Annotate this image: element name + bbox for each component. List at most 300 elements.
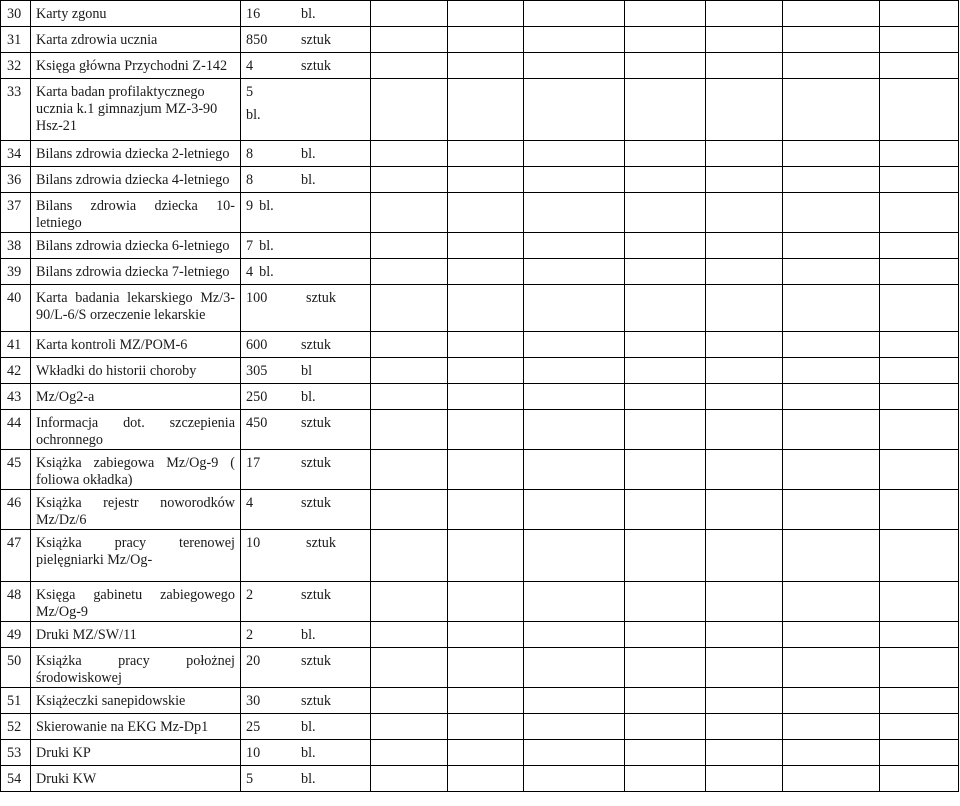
empty-cell bbox=[880, 27, 959, 53]
empty-cell bbox=[448, 53, 524, 79]
empty-cell bbox=[783, 53, 880, 79]
quantity-value: 2 bbox=[246, 587, 254, 603]
table-row bbox=[1, 714, 959, 740]
empty-cell bbox=[371, 193, 448, 233]
quantity-cell bbox=[241, 358, 371, 384]
empty-cell bbox=[524, 410, 625, 450]
empty-cell bbox=[371, 688, 448, 714]
row-number: 37 bbox=[1, 193, 31, 233]
empty-cell bbox=[706, 688, 783, 714]
empty-cell bbox=[524, 332, 625, 358]
empty-cell bbox=[448, 79, 524, 141]
empty-cell bbox=[524, 79, 625, 141]
empty-cell bbox=[371, 384, 448, 410]
empty-cell bbox=[783, 332, 880, 358]
table-row bbox=[1, 766, 959, 792]
empty-cell bbox=[880, 141, 959, 167]
empty-cell bbox=[783, 79, 880, 141]
row-number: 50 bbox=[1, 648, 31, 688]
empty-cell bbox=[706, 384, 783, 410]
unit-value: bl. bbox=[301, 146, 316, 162]
quantity-cell bbox=[241, 740, 371, 766]
empty-cell bbox=[706, 167, 783, 193]
unit-value: sztuk bbox=[301, 337, 331, 353]
empty-cell bbox=[371, 1, 448, 27]
quantity-cell bbox=[241, 193, 371, 233]
quantity-value: 4 bbox=[246, 495, 254, 511]
row-number: 54 bbox=[1, 766, 31, 792]
empty-cell bbox=[706, 490, 783, 530]
table-row bbox=[1, 1, 959, 27]
empty-cell bbox=[371, 285, 448, 332]
form-name: Druki KP bbox=[31, 740, 241, 766]
empty-cell bbox=[448, 358, 524, 384]
table-row bbox=[1, 141, 959, 167]
empty-cell bbox=[448, 450, 524, 490]
quantity-value: 16 bbox=[246, 6, 261, 22]
form-name: Karty zgonu bbox=[31, 1, 241, 27]
row-number: 51 bbox=[1, 688, 31, 714]
quantity-cell bbox=[241, 53, 371, 79]
row-number: 52 bbox=[1, 714, 31, 740]
quantity-value: 850 bbox=[246, 32, 268, 48]
quantity-cell bbox=[241, 410, 371, 450]
form-name: Druki KW bbox=[31, 766, 241, 792]
empty-cell bbox=[783, 648, 880, 688]
empty-cell bbox=[880, 384, 959, 410]
quantity-value: 4 bbox=[246, 58, 254, 74]
empty-cell bbox=[783, 358, 880, 384]
empty-cell bbox=[783, 1, 880, 27]
table-row bbox=[1, 27, 959, 53]
quantity-cell bbox=[241, 167, 371, 193]
row-number: 32 bbox=[1, 53, 31, 79]
row-number: 39 bbox=[1, 259, 31, 285]
empty-cell bbox=[448, 622, 524, 648]
empty-cell bbox=[706, 53, 783, 79]
unit-value: sztuk bbox=[301, 495, 331, 511]
unit-value: sztuk bbox=[306, 535, 336, 551]
quantity-cell bbox=[241, 714, 371, 740]
empty-cell bbox=[448, 384, 524, 410]
empty-cell bbox=[371, 332, 448, 358]
empty-cell bbox=[524, 193, 625, 233]
empty-cell bbox=[448, 285, 524, 332]
form-name: Książka pracy położnej środowiskowej bbox=[31, 648, 241, 688]
empty-cell bbox=[448, 740, 524, 766]
empty-cell bbox=[371, 259, 448, 285]
empty-cell bbox=[371, 530, 448, 582]
table-row bbox=[1, 450, 959, 490]
quantity-value: 8 bbox=[246, 172, 254, 188]
empty-cell bbox=[880, 530, 959, 582]
empty-cell bbox=[625, 714, 706, 740]
row-number: 34 bbox=[1, 141, 31, 167]
unit-value: sztuk bbox=[301, 587, 331, 603]
form-name: Mz/Og2-a bbox=[31, 384, 241, 410]
empty-cell bbox=[524, 358, 625, 384]
unit-value: sztuk bbox=[301, 58, 331, 74]
unit-value: bl. bbox=[301, 771, 316, 787]
table-row bbox=[1, 688, 959, 714]
empty-cell bbox=[880, 53, 959, 79]
empty-cell bbox=[524, 622, 625, 648]
empty-cell bbox=[625, 740, 706, 766]
table-row bbox=[1, 53, 959, 79]
quantity-cell bbox=[241, 530, 371, 582]
empty-cell bbox=[706, 714, 783, 740]
empty-cell bbox=[371, 79, 448, 141]
unit-value: bl. bbox=[301, 172, 316, 188]
empty-cell bbox=[625, 285, 706, 332]
empty-cell bbox=[524, 740, 625, 766]
empty-cell bbox=[448, 193, 524, 233]
empty-cell bbox=[371, 740, 448, 766]
empty-cell bbox=[880, 410, 959, 450]
empty-cell bbox=[783, 740, 880, 766]
form-name: Bilans zdrowia dziecka 10-letniego bbox=[31, 193, 241, 233]
empty-cell bbox=[524, 167, 625, 193]
row-number: 42 bbox=[1, 358, 31, 384]
row-number: 49 bbox=[1, 622, 31, 648]
empty-cell bbox=[371, 141, 448, 167]
empty-cell bbox=[880, 167, 959, 193]
empty-cell bbox=[625, 490, 706, 530]
empty-cell bbox=[625, 530, 706, 582]
empty-cell bbox=[371, 167, 448, 193]
empty-cell bbox=[880, 233, 959, 259]
empty-cell bbox=[625, 193, 706, 233]
empty-cell bbox=[371, 233, 448, 259]
empty-cell bbox=[706, 1, 783, 27]
quantity-value: 25 bbox=[246, 719, 261, 735]
form-name: Książeczki sanepidowskie bbox=[31, 688, 241, 714]
quantity-value: 9 bbox=[246, 198, 254, 214]
quantity-value: 17 bbox=[246, 455, 261, 471]
empty-cell bbox=[880, 622, 959, 648]
unit-value: sztuk bbox=[301, 455, 331, 471]
empty-cell bbox=[625, 766, 706, 792]
empty-cell bbox=[783, 285, 880, 332]
form-name: Książka rejestr noworodków Mz/Dz/6 bbox=[31, 490, 241, 530]
quantity-cell bbox=[241, 450, 371, 490]
empty-cell bbox=[448, 233, 524, 259]
form-name: Książka pracy terenowej pielęgniarki Mz/Og- bbox=[31, 530, 241, 582]
unit-value: sztuk bbox=[301, 415, 331, 431]
empty-cell bbox=[706, 410, 783, 450]
empty-cell bbox=[706, 259, 783, 285]
empty-cell bbox=[448, 27, 524, 53]
empty-cell bbox=[524, 648, 625, 688]
row-number: 53 bbox=[1, 740, 31, 766]
empty-cell bbox=[625, 233, 706, 259]
empty-cell bbox=[880, 259, 959, 285]
quantity-cell bbox=[241, 27, 371, 53]
table-row bbox=[1, 259, 959, 285]
empty-cell bbox=[880, 450, 959, 490]
quantity-value: 8 bbox=[246, 146, 254, 162]
unit-value: sztuk bbox=[301, 693, 331, 709]
table-row bbox=[1, 582, 959, 622]
empty-cell bbox=[706, 233, 783, 259]
empty-cell bbox=[880, 714, 959, 740]
table-row bbox=[1, 233, 959, 259]
empty-cell bbox=[783, 410, 880, 450]
empty-cell bbox=[783, 141, 880, 167]
empty-cell bbox=[371, 27, 448, 53]
empty-cell bbox=[880, 582, 959, 622]
empty-cell bbox=[706, 530, 783, 582]
empty-cell bbox=[625, 1, 706, 27]
empty-cell bbox=[448, 1, 524, 27]
quantity-cell bbox=[241, 648, 371, 688]
empty-cell bbox=[524, 1, 625, 27]
empty-cell bbox=[371, 714, 448, 740]
unit-value: bl. bbox=[246, 107, 261, 123]
table-row bbox=[1, 167, 959, 193]
form-name: Wkładki do historii choroby bbox=[31, 358, 241, 384]
form-name: Książka zabiegowa Mz/Og-9 ( foliowa okładka) bbox=[31, 450, 241, 490]
table-row bbox=[1, 285, 959, 332]
empty-cell bbox=[371, 766, 448, 792]
empty-cell bbox=[524, 259, 625, 285]
form-name: Księga główna Przychodni Z-142 bbox=[31, 53, 241, 79]
unit-value: bl. bbox=[259, 264, 274, 280]
empty-cell bbox=[625, 259, 706, 285]
quantity-value: 20 bbox=[246, 653, 261, 669]
empty-cell bbox=[783, 259, 880, 285]
unit-value: sztuk bbox=[306, 290, 336, 306]
empty-cell bbox=[783, 27, 880, 53]
form-name: Karta badan profilaktycznego ucznia k.1 gimnazjum MZ-3-90 Hsz-21 bbox=[31, 79, 241, 141]
empty-cell bbox=[880, 79, 959, 141]
empty-cell bbox=[625, 27, 706, 53]
quantity-cell bbox=[241, 766, 371, 792]
empty-cell bbox=[880, 490, 959, 530]
empty-cell bbox=[625, 384, 706, 410]
quantity-cell bbox=[241, 285, 371, 332]
empty-cell bbox=[625, 648, 706, 688]
empty-cell bbox=[625, 167, 706, 193]
table-row bbox=[1, 740, 959, 766]
empty-cell bbox=[706, 332, 783, 358]
empty-cell bbox=[448, 688, 524, 714]
empty-cell bbox=[524, 714, 625, 740]
form-name: Bilans zdrowia dziecka 4-letniego bbox=[31, 167, 241, 193]
empty-cell bbox=[783, 688, 880, 714]
row-number: 48 bbox=[1, 582, 31, 622]
quantity-cell bbox=[241, 582, 371, 622]
empty-cell bbox=[880, 285, 959, 332]
unit-value: bl. bbox=[301, 719, 316, 735]
empty-cell bbox=[706, 285, 783, 332]
empty-cell bbox=[706, 141, 783, 167]
empty-cell bbox=[880, 193, 959, 233]
empty-cell bbox=[524, 582, 625, 622]
empty-cell bbox=[706, 582, 783, 622]
empty-cell bbox=[625, 358, 706, 384]
unit-value: bl. bbox=[301, 745, 316, 761]
empty-cell bbox=[625, 79, 706, 141]
row-number: 30 bbox=[1, 1, 31, 27]
row-number: 31 bbox=[1, 27, 31, 53]
empty-cell bbox=[706, 27, 783, 53]
row-number: 40 bbox=[1, 285, 31, 332]
empty-cell bbox=[625, 332, 706, 358]
form-name: Karta badania lekarskiego Mz/3-90/L-6/S orzeczenie lekarskie bbox=[31, 285, 241, 332]
empty-cell bbox=[524, 285, 625, 332]
empty-cell bbox=[524, 233, 625, 259]
table-row bbox=[1, 530, 959, 582]
unit-value: bl. bbox=[301, 627, 316, 643]
form-name: Bilans zdrowia dziecka 2-letniego bbox=[31, 141, 241, 167]
empty-cell bbox=[880, 1, 959, 27]
empty-cell bbox=[524, 490, 625, 530]
quantity-cell bbox=[241, 490, 371, 530]
empty-cell bbox=[371, 450, 448, 490]
empty-cell bbox=[783, 233, 880, 259]
empty-cell bbox=[524, 53, 625, 79]
form-name: Druki MZ/SW/11 bbox=[31, 622, 241, 648]
quantity-value: 5 bbox=[246, 771, 254, 787]
empty-cell bbox=[706, 648, 783, 688]
empty-cell bbox=[448, 530, 524, 582]
empty-cell bbox=[371, 622, 448, 648]
empty-cell bbox=[448, 714, 524, 740]
empty-cell bbox=[625, 688, 706, 714]
quantity-cell bbox=[241, 259, 371, 285]
empty-cell bbox=[625, 141, 706, 167]
unit-value: bl. bbox=[259, 198, 274, 214]
empty-cell bbox=[783, 384, 880, 410]
empty-cell bbox=[880, 358, 959, 384]
empty-cell bbox=[880, 332, 959, 358]
row-number: 33 bbox=[1, 79, 31, 141]
unit-value: bl. bbox=[259, 238, 274, 254]
row-number: 44 bbox=[1, 410, 31, 450]
quantity-value: 450 bbox=[246, 415, 268, 431]
row-number: 47 bbox=[1, 530, 31, 582]
empty-cell bbox=[371, 490, 448, 530]
quantity-value: 7 bbox=[246, 238, 254, 254]
empty-cell bbox=[706, 622, 783, 648]
quantity-cell bbox=[241, 79, 371, 141]
empty-cell bbox=[706, 450, 783, 490]
quantity-cell bbox=[241, 384, 371, 410]
quantity-cell bbox=[241, 622, 371, 648]
row-number: 45 bbox=[1, 450, 31, 490]
table-row bbox=[1, 490, 959, 530]
empty-cell bbox=[783, 193, 880, 233]
form-name: Informacja dot. szczepienia ochronnego bbox=[31, 410, 241, 450]
quantity-value: 305 bbox=[246, 363, 268, 379]
empty-cell bbox=[448, 490, 524, 530]
empty-cell bbox=[706, 79, 783, 141]
table-row bbox=[1, 648, 959, 688]
empty-cell bbox=[448, 648, 524, 688]
empty-cell bbox=[783, 167, 880, 193]
form-name: Karta kontroli MZ/POM-6 bbox=[31, 332, 241, 358]
form-name: Księga gabinetu zabiegowego Mz/Og-9 bbox=[31, 582, 241, 622]
empty-cell bbox=[706, 358, 783, 384]
empty-cell bbox=[448, 332, 524, 358]
table-row bbox=[1, 410, 959, 450]
quantity-cell bbox=[241, 1, 371, 27]
empty-cell bbox=[524, 688, 625, 714]
unit-value: bl. bbox=[301, 389, 316, 405]
quantity-value: 250 bbox=[246, 389, 268, 405]
empty-cell bbox=[783, 714, 880, 740]
empty-cell bbox=[371, 648, 448, 688]
quantity-value: 4 bbox=[246, 264, 254, 280]
unit-value: bl bbox=[301, 363, 313, 379]
table-row bbox=[1, 358, 959, 384]
empty-cell bbox=[524, 384, 625, 410]
empty-cell bbox=[448, 141, 524, 167]
unit-value: sztuk bbox=[301, 653, 331, 669]
empty-cell bbox=[625, 622, 706, 648]
table-row bbox=[1, 622, 959, 648]
empty-cell bbox=[524, 766, 625, 792]
table-row bbox=[1, 332, 959, 358]
empty-cell bbox=[524, 27, 625, 53]
empty-cell bbox=[880, 740, 959, 766]
table-row bbox=[1, 79, 959, 141]
unit-value: bl. bbox=[301, 6, 316, 22]
quantity-value: 2 bbox=[246, 627, 254, 643]
empty-cell bbox=[783, 530, 880, 582]
empty-cell bbox=[625, 582, 706, 622]
empty-cell bbox=[706, 740, 783, 766]
form-name: Bilans zdrowia dziecka 7-letniego bbox=[31, 259, 241, 285]
empty-cell bbox=[783, 766, 880, 792]
table-row bbox=[1, 384, 959, 410]
quantity-cell bbox=[241, 141, 371, 167]
form-name: Karta zdrowia ucznia bbox=[31, 27, 241, 53]
empty-cell bbox=[880, 648, 959, 688]
empty-cell bbox=[371, 358, 448, 384]
empty-cell bbox=[448, 766, 524, 792]
empty-cell bbox=[524, 530, 625, 582]
table-body bbox=[1, 1, 959, 792]
empty-cell bbox=[783, 582, 880, 622]
row-number: 36 bbox=[1, 167, 31, 193]
quantity-value: 100 bbox=[246, 290, 268, 306]
empty-cell bbox=[371, 410, 448, 450]
empty-cell bbox=[448, 582, 524, 622]
row-number: 38 bbox=[1, 233, 31, 259]
empty-cell bbox=[880, 766, 959, 792]
empty-cell bbox=[783, 622, 880, 648]
row-number: 41 bbox=[1, 332, 31, 358]
empty-cell bbox=[625, 410, 706, 450]
table-row bbox=[1, 193, 959, 233]
quantity-value: 10 bbox=[246, 535, 261, 551]
empty-cell bbox=[625, 53, 706, 79]
form-name: Skierowanie na EKG Mz-Dp1 bbox=[31, 714, 241, 740]
empty-cell bbox=[625, 450, 706, 490]
empty-cell bbox=[706, 193, 783, 233]
empty-cell bbox=[448, 410, 524, 450]
quantity-cell bbox=[241, 688, 371, 714]
empty-cell bbox=[524, 450, 625, 490]
empty-cell bbox=[524, 141, 625, 167]
empty-cell bbox=[448, 259, 524, 285]
quantity-value: 30 bbox=[246, 693, 261, 709]
row-number: 46 bbox=[1, 490, 31, 530]
empty-cell bbox=[880, 688, 959, 714]
unit-value: sztuk bbox=[301, 32, 331, 48]
